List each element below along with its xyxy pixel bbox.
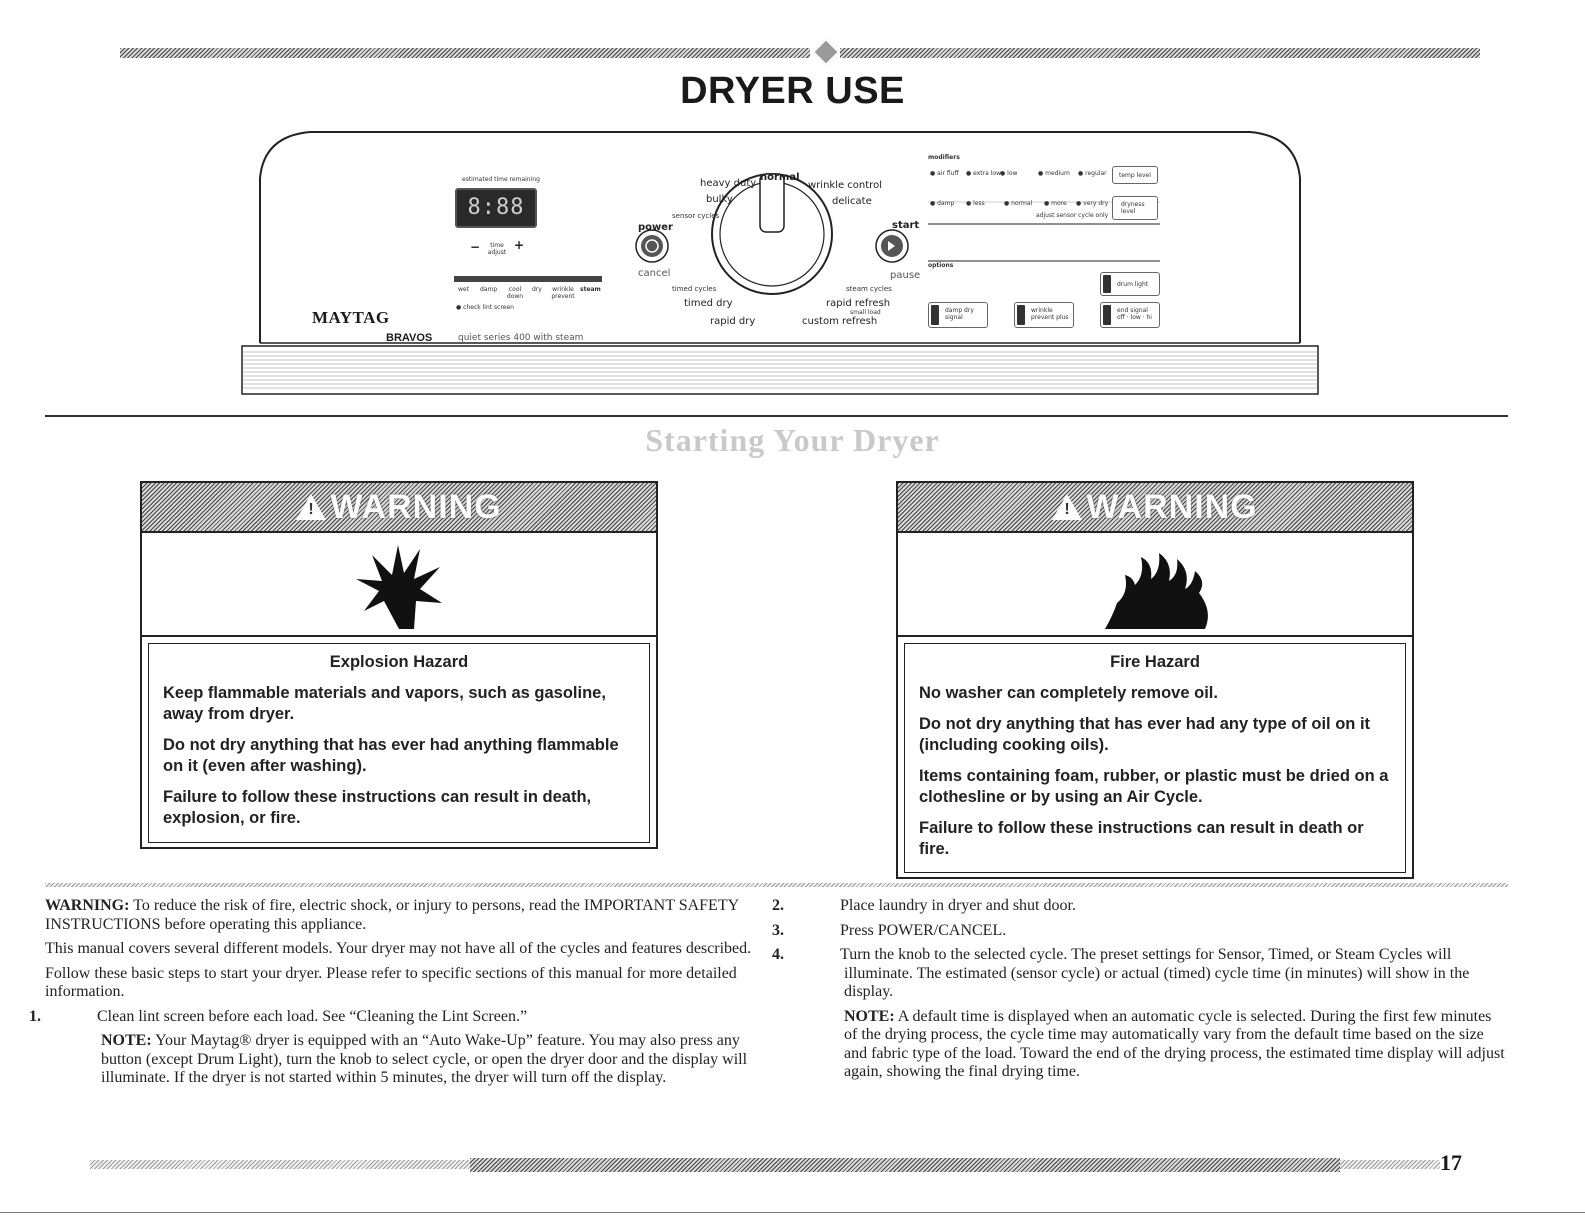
knob-steam-cycles: steam cycles: [846, 285, 892, 293]
note-auto-wake-up: NOTE: Your Maytag® dryer is equipped with an “Auto Wake-Up” feature. You may also press any button (except Drum Light), turn the knob to select cycle, or open the dryer door and the display will illuminate. If the dryer is not started within 5 minutes, the dryer will turn off the display.: [101, 1032, 748, 1086]
drum-light-led: [1103, 275, 1111, 293]
steps-intro: Follow these basic steps to start your dryer. Please refer to specific sections of this manual for more detailed information.: [45, 964, 737, 1000]
options-label: options: [928, 262, 954, 269]
knob-small-load: small load: [850, 309, 881, 316]
knob-rapid-dry: rapid dry: [710, 316, 756, 327]
model-brand: BRAVOS: [386, 332, 433, 344]
section-title: Starting Your Dryer: [645, 422, 940, 458]
control-panel-illustration: [240, 128, 1320, 396]
footer-decorative-rule: [90, 1158, 1440, 1172]
brand-logo: MAYTAG: [312, 308, 390, 327]
warning-pictogram: [142, 535, 656, 637]
warning-heading: WARNING: [1086, 487, 1258, 526]
warning-triangle-icon: [1052, 494, 1082, 520]
time-display: 8:88: [455, 188, 537, 228]
temp-option-regular: ● regular: [1078, 170, 1107, 177]
drum-light-button: drum light: [1100, 272, 1160, 296]
estimated-time-label: estimated time remaining: [462, 176, 540, 183]
cancel-label: cancel: [638, 268, 671, 279]
dryness-level-button: dryness level: [1112, 196, 1158, 220]
page-title: DRYER USE: [680, 70, 905, 112]
section-divider: [45, 415, 1508, 417]
status-light-wet: wet: [458, 286, 469, 293]
panel-outline-icon: [240, 128, 1320, 396]
modifiers-label: modifiers: [928, 154, 960, 161]
diamond-ornament-icon: [812, 38, 840, 66]
wrinkle-prevent-plus-button: wrinkle prevent plus: [1014, 302, 1074, 328]
temp-option-medium: ● medium: [1038, 170, 1070, 177]
status-light-wrinkle-prevent: wrinkle prevent: [551, 286, 575, 300]
left-text-column: [29, 897, 765, 1094]
check-lint-light: ● check lint screen: [456, 304, 514, 311]
top-rule-left: [120, 48, 810, 58]
warning-line: Do not dry anything that has ever had any type of oil on it (including cooking oils).: [919, 715, 1371, 754]
time-minus-icon: −: [470, 240, 481, 254]
damp-dry-signal-button: damp dry signal: [928, 302, 988, 328]
warning-text: [904, 643, 1406, 873]
models-paragraph: This manual covers several different models. Your dryer may not have all of the cycles and features described.: [45, 940, 752, 957]
end-signal-button: end signal off · low · hi: [1100, 302, 1160, 328]
knob-timed-cycles: timed cycles: [672, 285, 717, 293]
hazard-title: Fire Hazard: [1110, 653, 1200, 671]
status-light-cool-down: cool down: [506, 286, 524, 300]
warning-box-explosion: [140, 481, 658, 849]
warning-line: Keep flammable materials and vapors, such as gasoline, away from dryer.: [163, 684, 606, 723]
warning-body-frame: [142, 639, 656, 847]
knob-heavy-duty: heavy duty: [700, 178, 757, 189]
step-1: 1. Clean lint screen before each load. See “Cleaning the Lint Screen.”: [29, 1007, 528, 1025]
temp-option-extra-low: ● extra low: [966, 170, 1001, 177]
warning-box-fire: [896, 481, 1414, 879]
warning-text: [148, 643, 650, 843]
temp-option-low: ● low: [1000, 170, 1018, 177]
temp-level-button: temp level: [1112, 166, 1158, 184]
knob-normal: normal: [760, 172, 800, 183]
warning-line: Failure to follow these instructions can result in death or fire.: [919, 819, 1364, 858]
safety-warning: WARNING: To reduce the risk of fire, electric shock, or injury to persons, read the IMPORTANT SAFETY INSTRUCTIONS before operating this appliance.: [45, 897, 739, 933]
warning-line: Do not dry anything that has ever had anything flammable on it (even after washing).: [163, 736, 619, 775]
knob-delicate: delicate: [832, 196, 872, 207]
dryness-option-very-dry: ● very dry: [1076, 200, 1109, 207]
wrinkle-prevent-plus-led: [1017, 305, 1025, 325]
knob-wrinkle-control: wrinkle control: [808, 180, 882, 191]
bottom-edge-line: [0, 1212, 1585, 1213]
knob-bulky: bulky: [706, 194, 733, 205]
time-plus-icon: +: [514, 238, 525, 252]
fire-icon: [1095, 541, 1215, 633]
step-2: 2. Place laundry in dryer and shut door.: [772, 897, 1076, 914]
temp-option-air-fluff: ● air fluff: [930, 170, 959, 177]
power-label: power: [638, 222, 673, 233]
knob-rapid-refresh: rapid refresh: [826, 298, 891, 309]
pause-label: pause: [890, 270, 921, 281]
knob-timed-dry: timed dry: [684, 298, 733, 309]
text-divider: [45, 883, 1508, 887]
top-rule-right: [840, 48, 1480, 58]
right-text-column: [772, 897, 1508, 1088]
dryness-option-less: ● less: [966, 200, 985, 207]
warning-header: [142, 483, 656, 533]
warning-heading: WARNING: [330, 487, 502, 526]
status-light-dry: dry: [532, 286, 542, 293]
warning-pictogram: [898, 535, 1412, 637]
knob-custom-refresh: custom refresh: [802, 316, 878, 327]
hazard-title: Explosion Hazard: [329, 653, 469, 671]
warning-line: Items containing foam, rubber, or plastic must be dried on a clothesline or by using an Air Cycle.: [919, 767, 1389, 806]
status-light-damp: damp: [480, 286, 498, 293]
status-light-steam: steam: [580, 286, 601, 293]
warning-triangle-icon: [296, 494, 326, 520]
top-decorative-rule: [40, 46, 1540, 60]
dryness-option-normal: ● normal: [1004, 200, 1033, 207]
note-default-time: NOTE: A default time is displayed when an automatic cycle is selected. During the first few minutes of the drying process, the cycle time may automatically vary from the default time based on the size and fabric type of the load. Toward the end of the drying process, the estimated time display will adjust again, showing the final drying time.: [844, 1007, 1505, 1080]
start-label: start: [892, 220, 920, 231]
dryness-note: adjust sensor cycle only: [1036, 212, 1109, 219]
model-series: quiet series 400 with steam: [458, 333, 584, 343]
explosion-icon: [354, 541, 444, 631]
page-number: 17: [1440, 1150, 1462, 1175]
dryness-option-damp: ● damp: [930, 200, 955, 207]
dryness-option-more: ● more: [1044, 200, 1067, 207]
knob-sensor-cycles: sensor cycles: [672, 212, 720, 220]
warning-body-frame: [898, 639, 1412, 877]
warning-header: [898, 483, 1412, 533]
step-3: 3. Press POWER/CANCEL.: [772, 921, 1007, 939]
warning-line: Failure to follow these instructions can result in death, explosion, or fire.: [163, 788, 592, 827]
end-signal-led: [1103, 305, 1111, 325]
check-lint-label: check lint screen: [463, 304, 514, 311]
time-adjust-label: time adjust: [487, 242, 507, 256]
step-4: 4. Turn the knob to the selected cycle. The preset settings for Sensor, Timed, or Steam Cycles will illuminate. The estimated (sensor cycle) or actual (timed) cycle time (in minutes) will show in the display.: [772, 946, 1470, 1000]
warning-line: No washer can completely remove oil.: [919, 684, 1218, 702]
damp-dry-signal-led: [931, 305, 939, 325]
